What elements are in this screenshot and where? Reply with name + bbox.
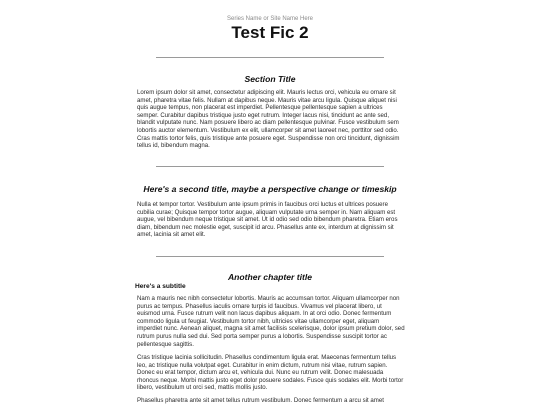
section-paragraph: Nam a mauris nec nibh consectetur lobortis. Mauris ac accumsan tortor. Aliquam ullamcorper non purus ac tempus. Phasellus iaculis ornare turpis id faucibus. Vivamus vel placerat libero, ut euismod urna. Fusce rutrum velit non lacus dapibus aliquam. In at orci odio. Donec fermentum commodo ligula ut feugiat. Vestibulum tortor nibh, ultricies vitae ullamcorper eget, aliquam imperdiet nunc. Aenean aliquet, magna sit amet facilisis scelerisque, dolor ipsum pretium dolor, sed rutrum purus nulla sed dui. Sed porta semper purus a lobortis. Suspendisse suscipit tortor ac pellentesque sagittis. xyxy=(137,295,405,348)
section-title: Another chapter title xyxy=(227,272,313,282)
page-title: Test Fic 2 xyxy=(231,23,309,42)
section-title: Section Title xyxy=(244,74,296,84)
section-subtitle: Here's a subtitle xyxy=(135,283,186,290)
series-name: Series Name or Site Name Here xyxy=(226,16,314,22)
divider xyxy=(156,256,384,257)
section-paragraph: Cras tristique lacinia sollicitudin. Phasellus condimentum ligula erat. Maecenas fermentum tellus leo, ac tristique nulla volutpat eget. Curabitur in enim dictum, rutrum nisi vitae, rutrum sapien. Donec eu erat tempor, dictum arcu et, vehicula dui. Nunc eu rutrum velit. Donec malesuada rhoncus neque. Morbi mattis justo eget dolor posuere sodales. Fusce quis sodales elit. Morbi tortor libero, vestibulum ut orci sed, mattis mollis justo. xyxy=(137,354,404,392)
divider xyxy=(156,166,384,167)
section-paragraph: Lorem ipsum dolor sit amet, consectetur adipiscing elit. Mauris lectus orci, vehicula eu ornare sit amet, pharetra vitae felis. Nullam at dapibus neque. Mauris vitae arcu ligula. Quisque aliquet nisi quis augue tempus, non placerat est imperdiet. Pellentesque pellentesque sapien a ultrices semper. Curabitur dapibus tristique justo eget rutrum. Integer lacus nisi, tincidunt ac ante sed, blandit vulputate nunc. Nam posuere libero ac diam pellentesque pulvinar. Fusce vestibulum sem lobortis auctor elementum. Vestibulum ex elit, ullamcorper sit amet laoreet nec, porttitor sed odio. Cras mattis tortor felis, quis tristique ante posuere eget. Suspendisse non orci tincidunt, dignissim tellus id, bibendum magna. xyxy=(137,89,400,150)
section-paragraph: Phasellus pharetra ante sit amet tellus rutrum vestibulum. Donec fermentum a arcu sit amet xyxy=(137,397,384,404)
divider xyxy=(156,57,384,58)
section-title: Here's a second title, maybe a perspective change or timeskip xyxy=(143,184,397,194)
section-paragraph: Nulla et tempor tortor. Vestibulum ante ipsum primis in faucibus orci luctus et ultrices posuere cubilia curae; Quisque tempor tortor augue, aliquam vulputate urna semper in. Nam aliquam est augue, vel bibendum neque tristique sit amet. Ut id odio sed odio bibendum pharetra. Etiam eros diam, bibendum nec molestie eget, suscipit id arcu. Phasellus ante ex, interdum at dignissim sit amet, lacinia sit amet elit. xyxy=(137,201,398,239)
